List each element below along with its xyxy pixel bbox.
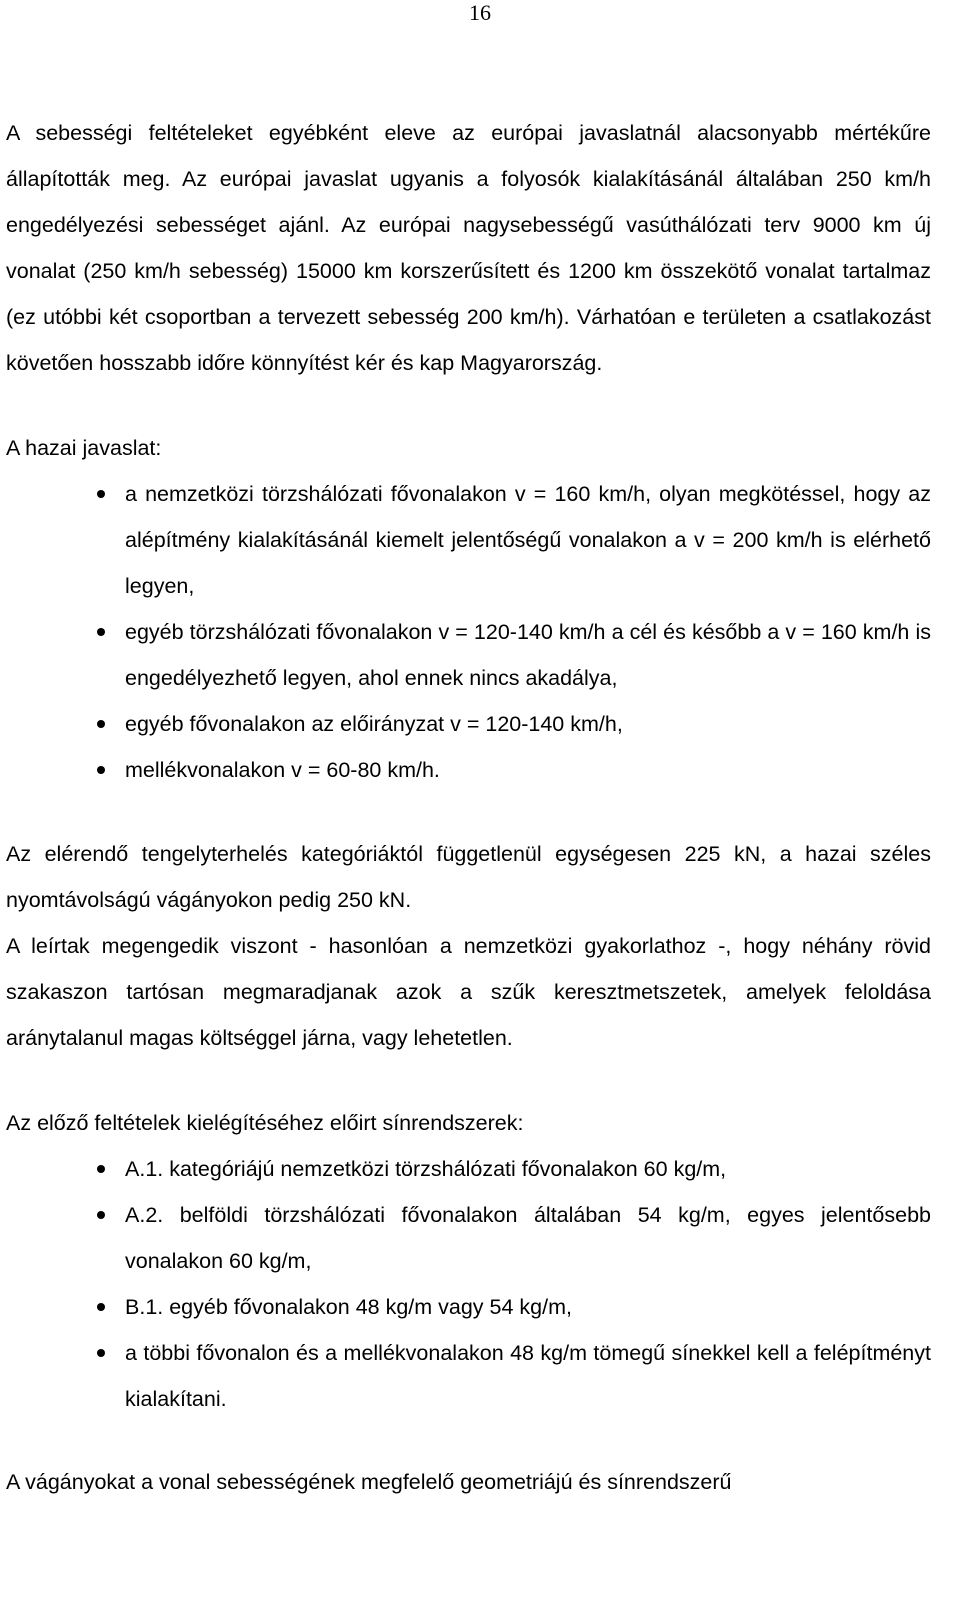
paragraph-speed-conditions: A sebességi feltételeket egyébként eleve az európai javaslatnál alacsonyabb mértékűre állapították meg. Az európai javaslat ugyanis a folyosók kialakításánál általában 250 km/h engedélyezési sebességet ajánl. Az európai nagysebességű vasúthálózati terv 9000 km új vonalat (250 km/h sebesség) 15000 km korszerűsített és 1200 km összekötő vonalat tartalmaz (ez utóbbi két csoportban a tervezett sebesség 200 km/h). Várhatóan e területen a csatlakozást követően hosszabb időre könnyítést kér és kap Magyarország. bbox=[6, 121, 931, 375]
paragraph-axle-load: Az elérendő tengelyterhelés kategóriáktól függetlenül egységesen 225 kN, a hazai széles nyomtávolságú vágányokon pedig 250 kN. bbox=[6, 842, 931, 912]
paragraph-track-geometry: A vágányokat a vonal sebességének megfelelő geometriájú és sínrendszerű bbox=[6, 1470, 732, 1494]
bullet-icon bbox=[97, 1211, 105, 1219]
rail-systems-list bbox=[6, 1146, 931, 1422]
bullet-icon bbox=[97, 766, 105, 774]
list-item: a nemzetközi törzshálózati fővonalakon v = 160 km/h, olyan megkötéssel, hogy az alépítmény kialakításánál kiemelt jelentőségű vonalakon a v = 200 km/h is elérhető legyen, bbox=[6, 471, 931, 609]
bullet-icon bbox=[97, 628, 105, 636]
list-item: egyéb fővonalakon az előirányzat v = 120-140 km/h, bbox=[6, 701, 931, 747]
list-item: A.2. belföldi törzshálózati fővonalakon általában 54 kg/m, egyes jelentősebb vonalakon 60 kg/m, bbox=[6, 1192, 931, 1284]
list-item: B.1. egyéb fővonalakon 48 kg/m vagy 54 kg/m, bbox=[6, 1284, 931, 1330]
list-item: a többi fővonalon és a mellékvonalakon 48 kg/m tömegű sínekkel kell a felépítményt kialakítani. bbox=[6, 1330, 931, 1422]
bullet-icon bbox=[97, 1303, 105, 1311]
bullet-icon bbox=[97, 490, 105, 498]
paragraph-domestic-proposal-heading: A hazai javaslat: bbox=[6, 436, 162, 460]
bullet-icon bbox=[97, 720, 105, 728]
speed-proposal-list bbox=[6, 471, 931, 793]
paragraph-rail-systems-heading: Az előző feltételek kielégítéséhez előirt sínrendszerek: bbox=[6, 1111, 524, 1135]
page-number: 16 bbox=[469, 0, 491, 25]
bullet-icon bbox=[97, 1165, 105, 1173]
page-body bbox=[6, 110, 931, 1505]
bullet-icon bbox=[97, 1349, 105, 1357]
list-item: mellékvonalakon v = 60-80 km/h. bbox=[6, 747, 931, 793]
list-item: egyéb törzshálózati fővonalakon v = 120-140 km/h a cél és később a v = 160 km/h is engedélyezhető legyen, ahol ennek nincs akadálya, bbox=[6, 609, 931, 701]
paragraph-bottlenecks: A leírtak megengedik viszont - hasonlóan a nemzetközi gyakorlathoz -, hogy néhány rövid szakaszon tartósan megmaradjanak azok a szűk keresztmetszetek, amelyek feloldása aránytalanul magas költséggel járna, vagy lehetetlen. bbox=[6, 934, 931, 1050]
list-item: A.1. kategóriájú nemzetközi törzshálózati fővonalakon 60 kg/m, bbox=[6, 1146, 931, 1192]
